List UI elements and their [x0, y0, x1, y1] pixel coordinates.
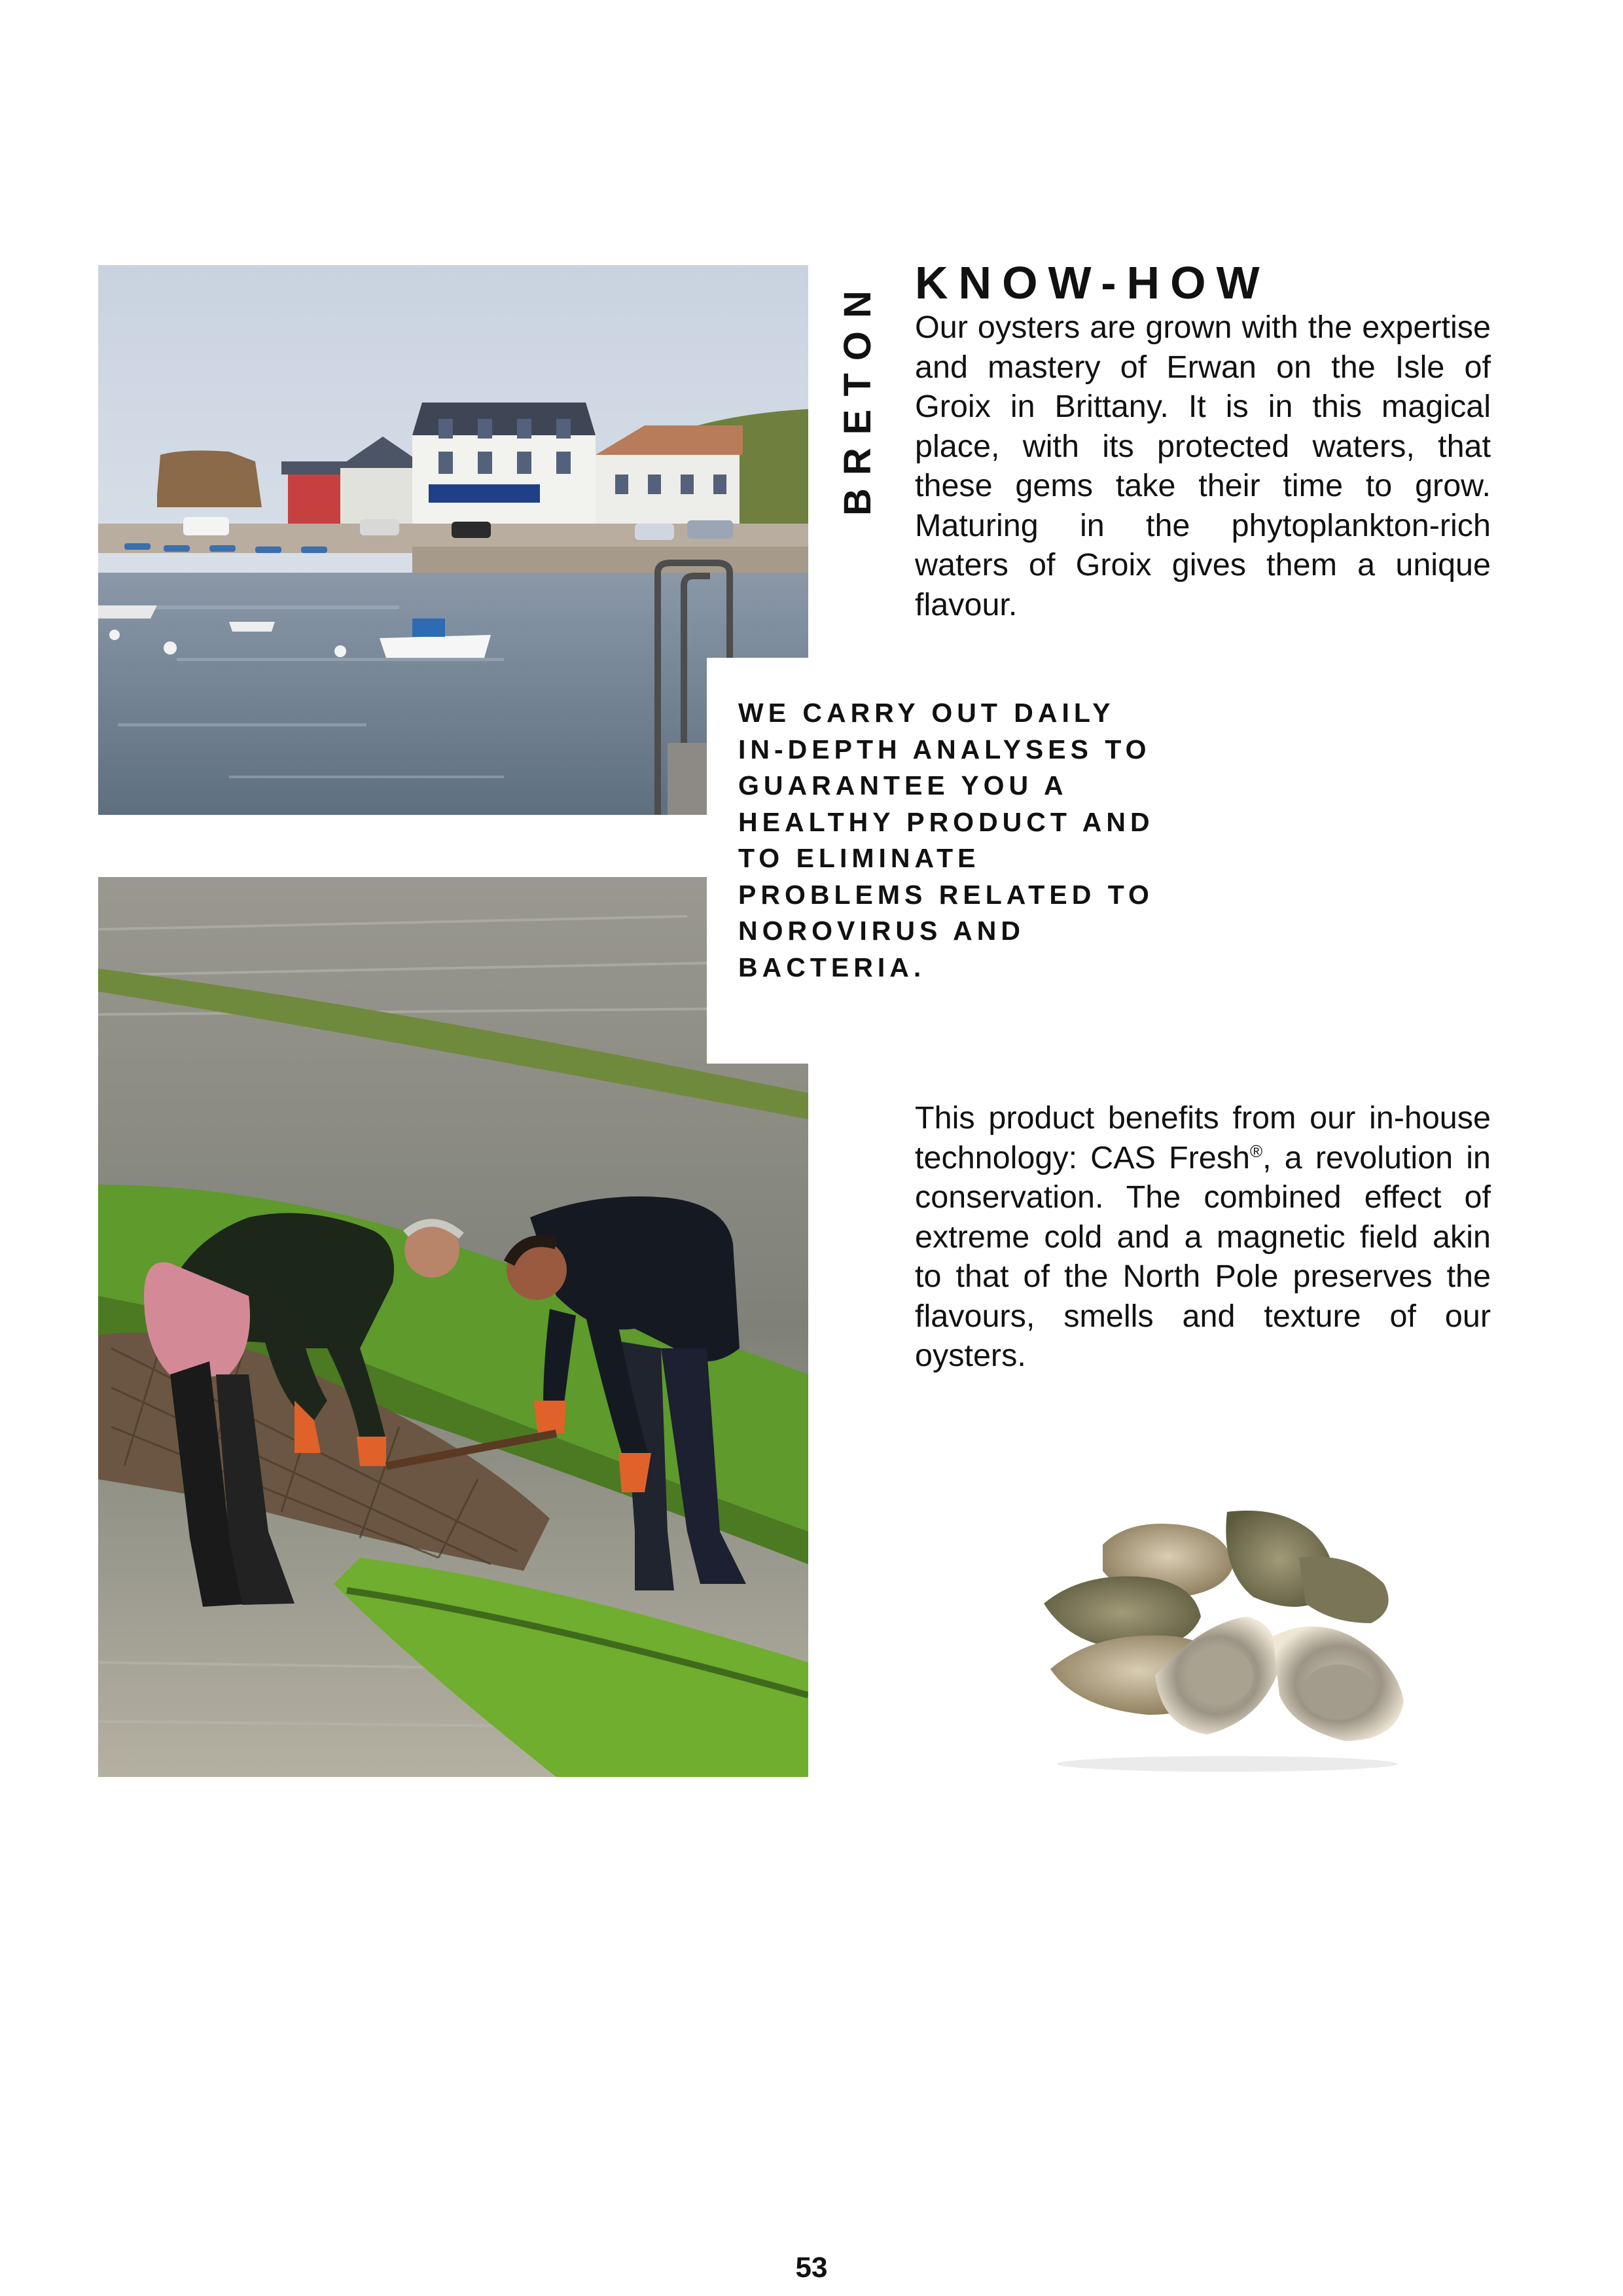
oysters-photo [1031, 1505, 1417, 1774]
technology-text-end: , a revolution in conservation. The combined effect of extreme cold and a magnetic field akin to that of the North Pole preserves the flavours, smells and texture of our oysters. [915, 1139, 1491, 1373]
vertical-label [834, 267, 882, 516]
technology-text-start: This product benefits from our in-house technology: CAS Fresh [915, 1100, 1491, 1175]
intro-paragraph: Our oysters are grown with the expertise and mastery of Erwan on the Isle of Groix in Brittany. It is in this magical place, with its protected waters, that these gems take their time to grow. Maturing in the phytoplankton-rich waters of Groix gives them a unique flavour. [915, 310, 1491, 622]
vertical-label-text: BRETON [836, 278, 879, 516]
section-heading: KNOW-HOW [915, 257, 1270, 308]
oyster-farmers-photo [98, 877, 808, 1777]
registered-mark: ® [1250, 1141, 1263, 1161]
page-number: 53 [795, 2251, 828, 2284]
harbour-photo [98, 265, 808, 815]
technology-paragraph [915, 1098, 1491, 1376]
callout-text: WE CARRY OUT DAILY IN-DEPTH ANALYSES TO GUARANTEE YOU A HEALTHY PRODUCT AND TO ELIMINATE PROBLEMS RELATED TO NOROVIRUS AND BACTERIA. [738, 698, 1154, 982]
